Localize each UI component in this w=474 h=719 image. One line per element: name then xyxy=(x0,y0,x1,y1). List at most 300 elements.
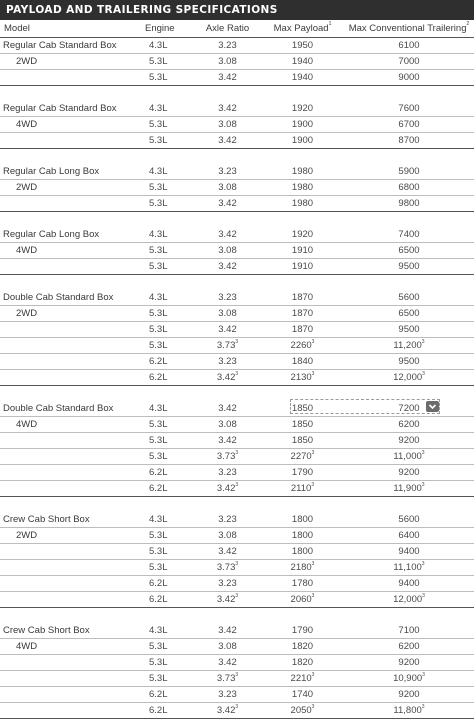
engine-cell xyxy=(149,465,168,480)
max-payload-cell xyxy=(270,306,335,321)
engine-cell-text: 5.3L xyxy=(149,198,168,209)
max-trailering-cell xyxy=(345,180,473,195)
table-group xyxy=(0,86,474,149)
max-payload-cell-text: 1740 xyxy=(291,689,314,700)
max-payload-cell xyxy=(270,290,335,305)
group-spacer xyxy=(0,608,474,623)
axle-ratio-cell xyxy=(195,481,260,496)
max-payload-cell xyxy=(270,180,335,195)
axle-ratio-cell xyxy=(195,164,260,179)
engine-cell xyxy=(149,560,168,575)
axle-ratio-cell xyxy=(195,338,260,353)
axle-ratio-cell-text: 3.23 xyxy=(218,467,237,478)
engine-cell xyxy=(149,180,168,195)
axle-ratio-cell-footnote: 3 xyxy=(235,339,239,345)
engine-cell xyxy=(149,481,168,496)
max-payload-cell-text: 1980 xyxy=(291,182,314,193)
max-payload-cell-text: 1910 xyxy=(291,261,314,272)
max-trailering-cell-text: 6500 xyxy=(398,245,420,256)
max-trailering-cell xyxy=(345,306,473,321)
engine-cell xyxy=(149,101,168,116)
engine-cell-text: 6.2L xyxy=(149,578,168,589)
max-trailering-cell xyxy=(345,449,473,464)
engine-cell-text: 6.2L xyxy=(149,372,168,383)
axle-ratio-cell xyxy=(195,259,260,274)
max-payload-cell xyxy=(270,592,335,607)
axle-ratio-cell xyxy=(195,180,260,195)
engine-cell-text: 4.3L xyxy=(149,166,168,177)
engine-cell xyxy=(149,259,168,274)
max-trailering-cell-text: 11,100 xyxy=(393,562,422,573)
engine-cell xyxy=(149,322,168,337)
engine-cell xyxy=(149,54,168,69)
table-row xyxy=(0,623,474,639)
engine-cell-text: 5.3L xyxy=(149,546,168,557)
max-trailering-cell xyxy=(345,338,473,353)
max-payload-cell-text: 1920 xyxy=(291,229,314,240)
table-row xyxy=(0,639,474,655)
header-max-trailering xyxy=(345,20,473,37)
model-name-text: Regular Cab Standard Box xyxy=(3,40,117,51)
table-row xyxy=(0,133,474,149)
drive-type xyxy=(16,306,37,321)
axle-ratio-cell-text: 3.73 xyxy=(216,451,236,462)
engine-cell-text: 6.2L xyxy=(149,594,168,605)
table-row xyxy=(0,164,474,180)
max-trailering-cell xyxy=(345,133,473,148)
axle-ratio-cell-text: 3.42 xyxy=(218,435,237,446)
max-payload-cell xyxy=(270,243,335,258)
max-trailering-cell xyxy=(345,592,473,607)
max-payload-cell-text: 2180 xyxy=(290,562,312,573)
max-trailering-cell-footnote: 3 xyxy=(421,339,425,345)
model-name-text: Regular Cab Long Box xyxy=(3,229,100,240)
engine-cell-text: 4.3L xyxy=(149,229,168,240)
max-trailering-cell xyxy=(345,54,473,69)
max-payload-cell xyxy=(270,481,335,496)
table-group xyxy=(0,212,474,275)
max-trailering-cell-text: 10,900 xyxy=(393,673,423,684)
drive-type xyxy=(16,54,37,69)
max-trailering-cell-text: 12,000 xyxy=(393,372,423,383)
max-payload-cell xyxy=(270,544,335,559)
max-trailering-cell xyxy=(345,465,473,480)
model-name xyxy=(3,290,113,305)
engine-cell xyxy=(149,133,168,148)
engine-cell-text: 5.3L xyxy=(149,419,168,430)
max-trailering-cell xyxy=(345,433,473,448)
table-row xyxy=(0,687,474,703)
table-row xyxy=(0,322,474,338)
header-axle-ratio: Axle Ratio xyxy=(205,23,250,34)
engine-cell xyxy=(149,417,168,432)
max-payload-cell xyxy=(270,417,335,432)
axle-ratio-cell-text: 3.42 xyxy=(216,705,236,716)
max-trailering-cell xyxy=(345,290,473,305)
header-max-payload-footnote: 1 xyxy=(328,21,332,27)
max-payload-cell xyxy=(270,117,335,132)
max-trailering-cell-text: 6400 xyxy=(398,530,420,541)
max-payload-cell-text: 1940 xyxy=(291,72,314,83)
max-trailering-cell xyxy=(345,70,473,85)
max-payload-cell xyxy=(270,465,335,480)
axle-ratio-cell xyxy=(195,687,260,702)
max-payload-cell-text: 2110 xyxy=(290,483,312,494)
max-payload-cell-footnote: 3 xyxy=(311,371,315,377)
max-payload-cell-text: 1940 xyxy=(291,56,314,67)
axle-ratio-cell-text: 3.42 xyxy=(218,657,237,668)
group-spacer xyxy=(0,86,474,101)
table-row xyxy=(0,70,474,86)
engine-cell-text: 4.3L xyxy=(149,514,168,525)
table-title: PAYLOAD AND TRAILERING SPECIFICATIONS xyxy=(0,0,474,20)
engine-cell-text: 5.3L xyxy=(149,562,168,573)
axle-ratio-cell-text: 3.08 xyxy=(218,530,237,541)
engine-cell xyxy=(149,227,168,242)
axle-ratio-cell-text: 3.73 xyxy=(216,340,236,351)
axle-ratio-cell-text: 3.08 xyxy=(218,182,237,193)
max-payload-cell-text: 1780 xyxy=(291,578,314,589)
axle-ratio-cell xyxy=(195,544,260,559)
max-payload-cell-text: 1900 xyxy=(291,135,314,146)
table-row xyxy=(0,259,474,275)
engine-cell xyxy=(149,639,168,654)
axle-ratio-cell xyxy=(195,227,260,242)
max-payload-cell-text: 1790 xyxy=(291,467,314,478)
axle-ratio-cell-text: 3.42 xyxy=(216,483,236,494)
max-payload-cell-footnote: 3 xyxy=(311,704,315,710)
engine-cell-text: 4.3L xyxy=(149,403,168,414)
max-payload-cell-text: 1820 xyxy=(291,657,314,668)
table-row xyxy=(0,306,474,322)
max-trailering-cell xyxy=(345,196,473,211)
group-spacer xyxy=(0,212,474,227)
max-trailering-cell-text: 6200 xyxy=(398,419,420,430)
max-payload-cell-text: 2050 xyxy=(290,705,312,716)
engine-cell-text: 5.3L xyxy=(149,261,168,272)
engine-cell xyxy=(149,354,168,369)
max-payload-cell xyxy=(270,401,335,416)
max-trailering-cell-text: 9800 xyxy=(398,198,420,209)
header-engine: Engine xyxy=(145,23,175,34)
max-trailering-cell xyxy=(345,560,473,575)
axle-ratio-cell xyxy=(195,354,260,369)
engine-cell xyxy=(149,117,168,132)
max-trailering-cell-text: 9400 xyxy=(398,578,420,589)
engine-cell xyxy=(149,576,168,591)
table-group xyxy=(0,497,474,608)
max-trailering-cell-text: 7000 xyxy=(398,56,420,67)
table-row xyxy=(0,671,474,687)
max-trailering-cell-text: 7100 xyxy=(398,625,420,636)
engine-cell-text: 4.3L xyxy=(149,103,168,114)
model-name-text: Double Cab Standard Box xyxy=(3,403,114,414)
max-payload-cell xyxy=(270,259,335,274)
axle-ratio-cell-text: 3.23 xyxy=(218,40,237,51)
table-row xyxy=(0,433,474,449)
table-header xyxy=(0,20,474,38)
max-payload-cell-footnote: 3 xyxy=(311,561,315,567)
group-spacer xyxy=(0,275,474,290)
engine-cell-text: 5.3L xyxy=(149,657,168,668)
max-payload-cell-text: 2270 xyxy=(290,451,312,462)
engine-cell-text: 5.3L xyxy=(149,340,168,351)
max-payload-cell xyxy=(270,512,335,527)
drive-type-text: 4WD xyxy=(16,419,38,430)
max-payload-cell-text: 1850 xyxy=(291,419,314,430)
model-name-text: Double Cab Standard Box xyxy=(3,292,114,303)
max-trailering-cell-text: 9200 xyxy=(398,657,420,668)
max-payload-cell xyxy=(270,101,335,116)
max-trailering-cell-text: 11,800 xyxy=(393,705,422,716)
max-payload-cell-text: 1850 xyxy=(291,403,314,414)
model-name xyxy=(3,38,117,53)
max-trailering-cell-text: 7600 xyxy=(398,103,420,114)
max-trailering-cell-text: 6800 xyxy=(398,182,420,193)
axle-ratio-cell-text: 3.08 xyxy=(218,419,237,430)
axle-ratio-cell-footnote: 3 xyxy=(235,482,239,488)
table-row xyxy=(0,38,474,54)
table-row xyxy=(0,512,474,528)
max-payload-cell-text: 1870 xyxy=(291,308,314,319)
axle-ratio-cell xyxy=(195,465,260,480)
model-name-text: Regular Cab Long Box xyxy=(3,166,100,177)
engine-cell xyxy=(149,512,168,527)
axle-ratio-cell-text: 3.08 xyxy=(218,308,237,319)
engine-cell-text: 5.3L xyxy=(149,451,168,462)
engine-cell-text: 6.2L xyxy=(149,483,168,494)
max-trailering-cell xyxy=(345,101,473,116)
engine-cell-text: 4.3L xyxy=(149,625,168,636)
max-trailering-cell-footnote: 3 xyxy=(421,482,425,488)
model-name xyxy=(3,512,90,527)
axle-ratio-cell xyxy=(195,117,260,132)
max-trailering-cell-footnote: 3 xyxy=(421,561,425,567)
axle-ratio-cell xyxy=(195,623,260,638)
axle-ratio-cell-text: 3.42 xyxy=(218,229,237,240)
model-name xyxy=(3,227,99,242)
max-payload-cell-text: 2260 xyxy=(290,340,312,351)
max-payload-cell-text: 1910 xyxy=(291,245,314,256)
max-trailering-cell-text: 6100 xyxy=(398,40,420,51)
axle-ratio-cell xyxy=(195,417,260,432)
max-trailering-cell-footnote: 3 xyxy=(421,704,425,710)
max-payload-cell-text: 1950 xyxy=(291,40,314,51)
max-trailering-cell xyxy=(345,164,473,179)
table-row xyxy=(0,54,474,70)
drive-type-text: 2WD xyxy=(16,182,38,193)
max-payload-cell-footnote: 3 xyxy=(311,672,315,678)
table-row xyxy=(0,592,474,608)
axle-ratio-cell xyxy=(195,576,260,591)
max-trailering-cell-text: 6500 xyxy=(398,308,420,319)
max-trailering-cell-text: 5600 xyxy=(398,292,420,303)
max-payload-cell-text: 2130 xyxy=(290,372,312,383)
max-trailering-cell xyxy=(345,623,473,638)
max-payload-cell-text: 1800 xyxy=(291,514,314,525)
engine-cell-text: 5.3L xyxy=(149,530,168,541)
axle-ratio-cell-text: 3.23 xyxy=(218,578,237,589)
axle-ratio-cell-text: 3.42 xyxy=(216,594,236,605)
drive-type xyxy=(16,417,37,432)
max-trailering-cell-text: 6700 xyxy=(398,119,420,130)
axle-ratio-cell xyxy=(195,38,260,53)
max-payload-cell xyxy=(270,433,335,448)
table-row xyxy=(0,401,474,417)
max-trailering-cell-text: 5900 xyxy=(398,166,420,177)
engine-cell xyxy=(149,38,168,53)
engine-cell xyxy=(149,70,168,85)
engine-cell xyxy=(149,623,168,638)
engine-cell xyxy=(149,290,168,305)
engine-cell-text: 4.3L xyxy=(149,292,168,303)
max-payload-cell-text: 2210 xyxy=(290,673,312,684)
axle-ratio-cell xyxy=(195,70,260,85)
max-payload-cell xyxy=(270,370,335,385)
model-name-text: Crew Cab Short Box xyxy=(3,514,90,525)
engine-cell-text: 5.3L xyxy=(149,56,168,67)
max-trailering-cell-text: 6200 xyxy=(398,641,420,652)
axle-ratio-cell-text: 3.42 xyxy=(218,625,237,636)
max-trailering-cell xyxy=(345,655,473,670)
drive-type xyxy=(16,117,37,132)
max-payload-cell xyxy=(270,528,335,543)
axle-ratio-cell xyxy=(195,528,260,543)
group-spacer xyxy=(0,149,474,164)
max-payload-cell-text: 1800 xyxy=(291,546,314,557)
table-group xyxy=(0,149,474,212)
axle-ratio-cell-footnote: 3 xyxy=(235,450,239,456)
table-row xyxy=(0,481,474,497)
engine-cell-text: 5.3L xyxy=(149,308,168,319)
drive-type-text: 4WD xyxy=(16,245,38,256)
table-row xyxy=(0,290,474,306)
axle-ratio-cell xyxy=(195,196,260,211)
axle-ratio-cell-text: 3.08 xyxy=(218,245,237,256)
max-payload-cell xyxy=(270,623,335,638)
max-trailering-cell xyxy=(345,38,473,53)
group-spacer xyxy=(0,497,474,512)
axle-ratio-cell xyxy=(195,54,260,69)
table-row xyxy=(0,370,474,386)
max-payload-cell-text: 1840 xyxy=(291,356,314,367)
max-trailering-cell-text: 11,900 xyxy=(393,483,422,494)
table-row xyxy=(0,544,474,560)
max-payload-cell xyxy=(270,639,335,654)
axle-ratio-cell xyxy=(195,639,260,654)
table-row xyxy=(0,101,474,117)
axle-ratio-cell-footnote: 3 xyxy=(235,561,239,567)
axle-ratio-cell-text: 3.42 xyxy=(218,135,237,146)
table-row xyxy=(0,196,474,212)
engine-cell xyxy=(149,243,168,258)
max-payload-cell-text: 1920 xyxy=(291,103,314,114)
axle-ratio-cell-text: 3.42 xyxy=(218,324,237,335)
model-name xyxy=(3,623,90,638)
max-trailering-cell xyxy=(345,576,473,591)
axle-ratio-cell-text: 3.23 xyxy=(218,356,237,367)
drive-type-text: 4WD xyxy=(16,119,38,130)
max-payload-cell xyxy=(270,560,335,575)
max-payload-cell-footnote: 3 xyxy=(311,450,315,456)
max-trailering-cell-text: 9200 xyxy=(398,435,420,446)
axle-ratio-cell xyxy=(195,290,260,305)
max-payload-cell-footnote: 3 xyxy=(311,482,315,488)
max-payload-cell-text: 1820 xyxy=(291,641,314,652)
max-payload-cell xyxy=(270,164,335,179)
engine-cell-text: 5.3L xyxy=(149,245,168,256)
axle-ratio-cell xyxy=(195,560,260,575)
max-trailering-cell-text: 11,000 xyxy=(393,451,422,462)
axle-ratio-cell-text: 3.42 xyxy=(218,546,237,557)
model-name xyxy=(3,101,117,116)
engine-cell xyxy=(149,306,168,321)
drive-type xyxy=(16,180,37,195)
engine-cell xyxy=(149,528,168,543)
max-trailering-cell-text: 9400 xyxy=(398,546,420,557)
engine-cell-text: 5.3L xyxy=(149,641,168,652)
max-trailering-cell xyxy=(345,401,473,416)
axle-ratio-cell xyxy=(195,322,260,337)
axle-ratio-cell-text: 3.42 xyxy=(218,403,237,414)
max-payload-cell xyxy=(270,655,335,670)
max-trailering-cell xyxy=(345,687,473,702)
max-trailering-cell xyxy=(345,370,473,385)
axle-ratio-cell xyxy=(195,101,260,116)
axle-ratio-cell-text: 3.23 xyxy=(218,292,237,303)
axle-ratio-cell-text: 3.08 xyxy=(218,641,237,652)
drive-type xyxy=(16,243,37,258)
axle-ratio-cell-text: 3.73 xyxy=(216,562,236,573)
axle-ratio-cell xyxy=(195,592,260,607)
max-payload-cell xyxy=(270,687,335,702)
max-trailering-cell-text: 9500 xyxy=(398,324,420,335)
max-payload-cell xyxy=(270,227,335,242)
model-name xyxy=(3,401,113,416)
header-max-trailering-footnote: 2 xyxy=(466,21,470,27)
max-payload-cell xyxy=(270,576,335,591)
table-row xyxy=(0,560,474,576)
table-group xyxy=(0,38,474,86)
table-row xyxy=(0,449,474,465)
max-trailering-cell-text: 9500 xyxy=(398,261,420,272)
header-max-payload xyxy=(270,20,335,37)
chevron-down-icon xyxy=(426,401,439,412)
model-name-text: Crew Cab Short Box xyxy=(3,625,90,636)
table-row xyxy=(0,528,474,544)
axle-ratio-cell-text: 3.73 xyxy=(216,673,236,684)
model-name-text: Regular Cab Standard Box xyxy=(3,103,117,114)
table-body xyxy=(0,38,474,719)
axle-ratio-cell-footnote: 3 xyxy=(235,672,239,678)
axle-ratio-cell-footnote: 3 xyxy=(235,593,239,599)
table-row xyxy=(0,417,474,433)
cell-dropdown-button[interactable] xyxy=(426,401,439,412)
table-row xyxy=(0,703,474,719)
max-payload-cell xyxy=(270,196,335,211)
max-trailering-cell xyxy=(345,512,473,527)
max-payload-cell-text: 2060 xyxy=(290,594,312,605)
max-trailering-cell xyxy=(345,544,473,559)
header-max-trailering-label: Max Conventional Trailering xyxy=(348,23,467,34)
table-row xyxy=(0,180,474,196)
engine-cell-text: 5.3L xyxy=(149,324,168,335)
max-payload-cell-footnote: 3 xyxy=(311,593,315,599)
header-model: Model xyxy=(4,23,30,34)
max-payload-cell xyxy=(270,354,335,369)
max-trailering-cell xyxy=(345,227,473,242)
max-trailering-cell xyxy=(345,528,473,543)
